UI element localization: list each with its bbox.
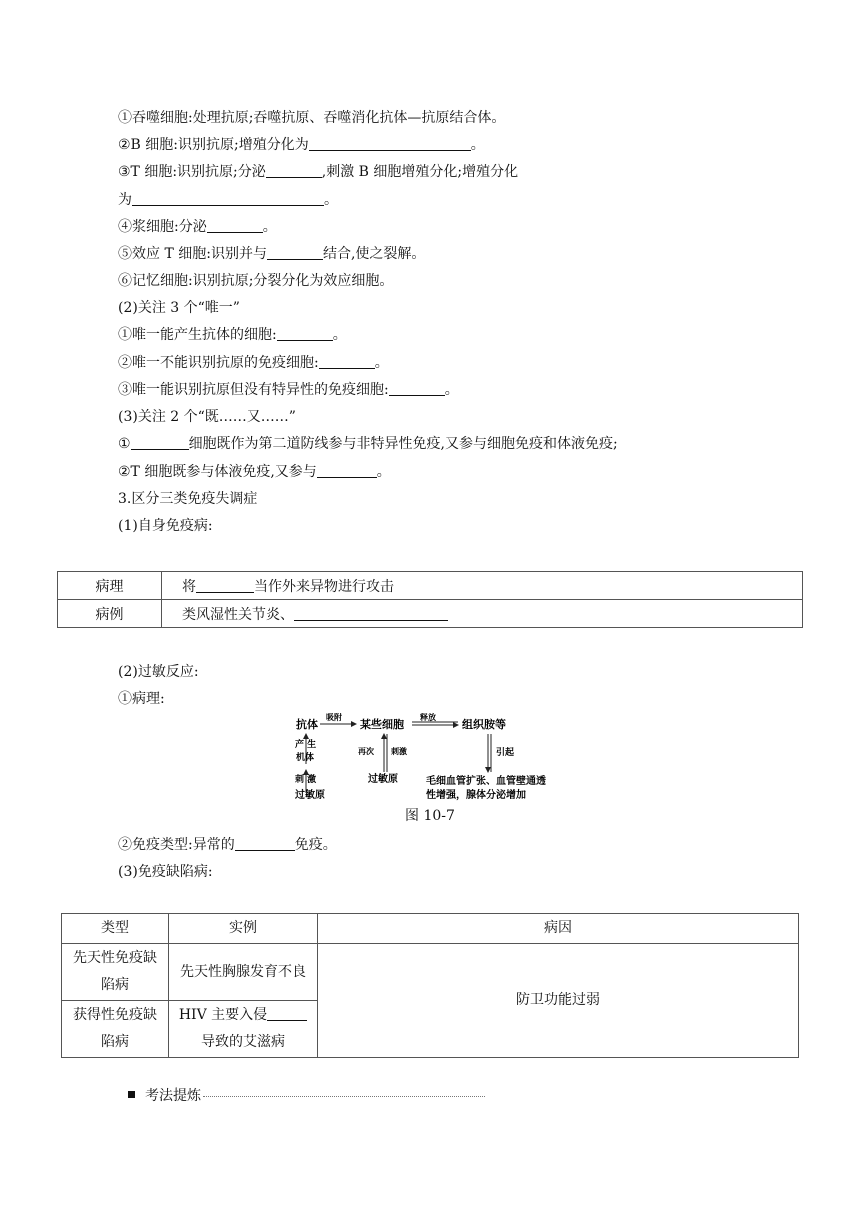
- table-cell: 先天性胸腺发育不良: [169, 944, 318, 1001]
- text-line: ①唯一能产生抗体的细胞: 。: [118, 327, 347, 343]
- text-line: ③唯一能识别抗原但没有特异性的免疫细胞: 。: [118, 382, 459, 398]
- table-cell: 获得性免疫缺 陷病: [62, 1001, 169, 1058]
- diagram-node-antibody: 抗体: [296, 718, 318, 731]
- table-header: 类型: [62, 914, 169, 944]
- text-line: ②唯一不能识别抗原的免疫细胞: 。: [118, 355, 389, 371]
- section-heading: 考法提炼: [128, 1086, 485, 1106]
- fill-blank[interactable]: [267, 1006, 307, 1021]
- subheading: (2)关注 3 个“唯一”: [118, 300, 240, 316]
- section-heading: 3.区分三类免疫失调症: [118, 491, 258, 507]
- fill-blank[interactable]: [389, 381, 445, 396]
- subheading: (3)关注 2 个“既……又……”: [118, 409, 296, 425]
- diagram-label-release: 释放: [420, 713, 436, 722]
- diagram-label-body: 机体: [296, 753, 315, 763]
- autoimmune-table: [57, 571, 803, 628]
- immunodeficiency-table: [61, 913, 799, 1058]
- table-cell: 类风湿性关节炎、: [162, 600, 803, 628]
- fill-blank[interactable]: [235, 836, 295, 851]
- diagram-label-produce: 产 生: [295, 740, 317, 750]
- text-line: ②T 细胞既参与体液免疫,又参与 。: [118, 464, 391, 480]
- text-line: ④浆细胞:分泌 。: [118, 219, 277, 235]
- table-cell: HIV 主要入侵 导致的艾滋病: [169, 1001, 318, 1058]
- diagram-label-cause: 引起: [496, 748, 515, 758]
- text-line: ⑤效应 T 细胞:识别并与 结合,使之裂解。: [118, 246, 426, 262]
- diagram-label-again: 再次: [358, 747, 374, 756]
- diagram-node-allergen: 过敏原: [295, 790, 325, 801]
- figure-caption: 图 10-7: [405, 808, 455, 824]
- diagram-label-adsorb: 吸附: [326, 713, 342, 722]
- table-cell: 将 当作外来异物进行攻击: [162, 572, 803, 600]
- subheading: (3)免疫缺陷病:: [118, 864, 213, 880]
- diagram-node-effect: 毛细血管扩张、血管壁通透: [426, 776, 546, 787]
- text-line: ①病理:: [118, 691, 165, 707]
- table-header: 病因: [318, 914, 799, 944]
- table-header: 实例: [169, 914, 318, 944]
- fill-blank[interactable]: [196, 578, 254, 593]
- diagram-label-stimulate: 刺 激: [295, 775, 317, 785]
- fill-blank[interactable]: [294, 606, 448, 621]
- diagram-label-stim: 刺激: [391, 747, 407, 756]
- text-line: ⑥记忆细胞:识别抗原;分裂分化为效应细胞。: [118, 273, 394, 289]
- fill-blank[interactable]: [132, 191, 324, 206]
- fill-blank[interactable]: [319, 354, 375, 369]
- dotted-rule: [203, 1096, 485, 1097]
- diagram-node-allergen: 过敏原: [368, 774, 398, 785]
- table-cell: 先天性免疫缺 陷病: [62, 944, 169, 1001]
- text-line: ②免疫类型:异常的 免疫。: [118, 837, 337, 853]
- fill-blank[interactable]: [317, 463, 377, 478]
- table-cell: 病例: [58, 600, 162, 628]
- subheading: (2)过敏反应:: [118, 664, 199, 680]
- table-row: [58, 600, 803, 628]
- text-line: ①吞噬细胞:处理抗原;吞噬抗原、吞噬消化抗体—抗原结合体。: [118, 110, 506, 126]
- fill-blank[interactable]: [277, 326, 333, 341]
- fill-blank[interactable]: [309, 136, 471, 151]
- text-line: ③T 细胞:识别抗原;分泌 ,刺激 B 细胞增殖分化;增殖分化: [118, 164, 519, 180]
- table-row: [58, 572, 803, 600]
- diagram-node-effect: 性增强，腺体分泌增加: [426, 790, 526, 801]
- text-line: 为 。: [118, 192, 338, 208]
- diagram-node-histamine: 组织胺等: [462, 718, 506, 731]
- table-row: [62, 944, 799, 1001]
- allergy-diagram: [292, 712, 572, 804]
- fill-blank[interactable]: [266, 163, 322, 178]
- fill-blank[interactable]: [131, 435, 189, 450]
- table-row: [62, 914, 799, 944]
- table-cell: 防卫功能过弱: [318, 944, 799, 1058]
- table-cell: 病理: [58, 572, 162, 600]
- text-line: ① 细胞既作为第二道防线参与非特异性免疫,又参与细胞免疫和体液免疫;: [118, 436, 618, 452]
- fill-blank[interactable]: [207, 218, 263, 233]
- fill-blank[interactable]: [267, 245, 323, 260]
- diagram-node-cells: 某些细胞: [360, 718, 404, 731]
- text-line: ②B 细胞:识别抗原;增殖分化为 。: [118, 137, 485, 153]
- square-bullet-icon: [128, 1091, 135, 1098]
- subheading: (1)自身免疫病:: [118, 518, 213, 534]
